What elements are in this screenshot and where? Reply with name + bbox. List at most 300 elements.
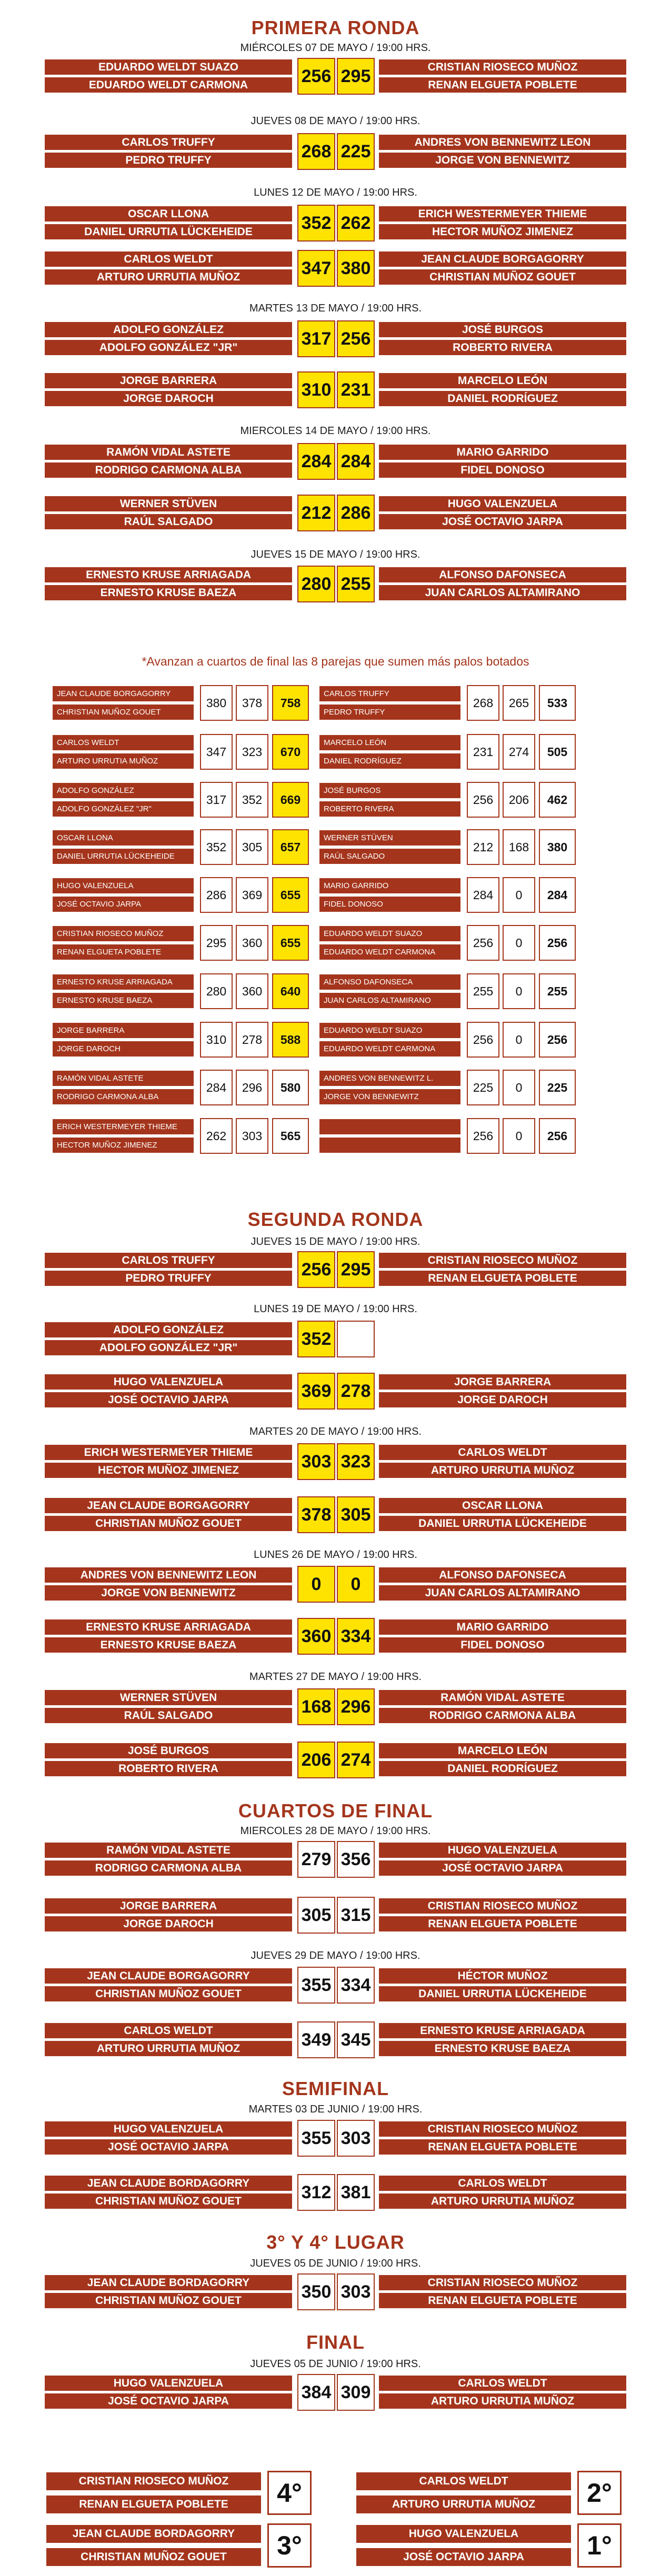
standing-player-1: ALFONSO DAFONSECA [319, 974, 460, 990]
total-score: 640 [272, 973, 309, 1009]
section-title-final: FINAL [306, 2331, 365, 2353]
round-2-score: 206 [503, 782, 535, 818]
standing-player-1: OSCAR LLONA [53, 830, 194, 846]
team-b-player-1: HUGO VALENZUELA [379, 496, 626, 511]
standing-player-1: JEAN CLAUDE BORGAGORRY [53, 686, 194, 701]
round-2-score: 0 [503, 973, 535, 1009]
team-b-score: 380 [337, 250, 375, 287]
match-card [45, 1967, 626, 2004]
round-2-score: 274 [503, 734, 535, 770]
team-b-score: 295 [337, 58, 375, 95]
match-date: MIERCOLES 28 DE MAYO / 19:00 HRS. [240, 1825, 431, 1837]
standing-row [319, 877, 576, 913]
total-score: 657 [272, 829, 309, 865]
round-1-score: 256 [467, 1022, 499, 1058]
round-2-score: 378 [236, 685, 268, 721]
match-date: LUNES 12 DE MAYO / 19:00 HRS. [254, 187, 417, 198]
round-2-score: 168 [503, 829, 535, 865]
standing-player-2: JORGE DAROCH [53, 1041, 194, 1056]
team-b-player-1: MARCELO LEÓN [379, 1743, 626, 1758]
team-a-score: 352 [297, 205, 335, 242]
match-card [45, 320, 626, 357]
team-a-score: 360 [297, 1618, 335, 1655]
match-date: JUEVES 29 DE MAYO / 19:00 HRS. [251, 1950, 420, 1961]
standing-row [53, 1070, 309, 1105]
match-date: JUEVES 15 DE MAYO / 19:00 HRS. [251, 549, 420, 560]
team-a-player-1: HUGO VALENZUELA [45, 2121, 292, 2137]
standing-player-2: CHRISTIAN MUÑOZ GOUET [53, 705, 194, 720]
standing-player-2: JUAN CARLOS ALTAMIRANO [319, 993, 460, 1008]
match-card [45, 133, 626, 170]
team-b-player-2: CHRISTIAN MUÑOZ GOUET [379, 269, 626, 285]
match-card [45, 2174, 626, 2211]
team-b-score: 381 [337, 2174, 375, 2211]
team-a-player-1: ANDRES VON BENNEWITZ LEON [45, 1567, 292, 1583]
match-date: JUEVES 05 DE JUNIO / 19:00 HRS. [250, 2258, 421, 2269]
standing-player-2: EDUARDO WELDT CARMONA [319, 1041, 460, 1056]
team-b-player-2: FIDEL DONOSO [379, 462, 626, 478]
team-b-player-2: ARTURO URRUTIA MUÑOZ [379, 2393, 626, 2409]
team-a-player-2: PEDRO TRUFFY [45, 1271, 292, 1286]
team-a-player-2: ROBERTO RIVERA [45, 1761, 292, 1776]
round-1-score: 286 [200, 877, 233, 913]
standing-player-2: JOSÉ OCTAVIO JARPA [53, 897, 194, 912]
team-a-player-1: WERNER STÜVEN [45, 1690, 292, 1705]
round-2-score: 360 [236, 925, 268, 961]
team-a-score: 305 [297, 1897, 335, 1934]
standing-row [319, 973, 576, 1009]
team-b-player-1: CARLOS WELDT [379, 2376, 626, 2391]
match-card [45, 1742, 626, 1778]
team-b-score: 295 [337, 1251, 375, 1288]
team-b-player-2: JOSÉ OCTAVIO JARPA [379, 514, 626, 529]
team-b-player-2: RODRIGO CARMONA ALBA [379, 1708, 626, 1723]
team-a-player-2: JOSÉ OCTAVIO JARPA [45, 2393, 292, 2409]
team-a-player-2: CHRISTIAN MUÑOZ GOUET [45, 2193, 292, 2209]
match-date: LUNES 19 DE MAYO / 19:00 HRS. [254, 1303, 417, 1315]
podium-player-2: CHRISTIAN MUÑOZ GOUET [46, 2548, 261, 2566]
team-b-score: 305 [337, 1496, 375, 1533]
standing-row [319, 1118, 576, 1154]
standing-player-2: ERNESTO KRUSE BAEZA [53, 993, 194, 1008]
podium-player-2: JOSÉ OCTAVIO JARPA [356, 2548, 571, 2566]
podium-player-2: ARTURO URRUTIA MUÑOZ [356, 2496, 571, 2513]
team-b-score: 256 [337, 320, 375, 357]
standing-player-1: MARIO GARRIDO [319, 878, 460, 893]
podium-player-1: JEAN CLAUDE BORDAGORRY [46, 2525, 261, 2543]
standing-player-2: RENAN ELGUETA POBLETE [53, 944, 194, 960]
match-date: MARTES 13 DE MAYO / 19:00 HRS. [249, 303, 422, 314]
team-a-player-1: JEAN CLAUDE BORDAGORRY [45, 2275, 292, 2290]
standing-player-2: ARTURO URRUTIA MUÑOZ [53, 753, 194, 769]
team-a-player-2: DANIEL URRUTIA LÜCKEHEIDE [45, 224, 292, 239]
team-b-player-1: JEAN CLAUDE BORGAGORRY [379, 251, 626, 267]
team-a-player-1: CARLOS TRUFFY [45, 1253, 292, 1268]
team-a-score: 279 [297, 1841, 335, 1878]
total-score: 284 [539, 877, 576, 913]
team-b-player-1: ALFONSO DAFONSECA [379, 1567, 626, 1583]
round-1-score: 295 [200, 925, 233, 961]
standing-row [53, 877, 309, 913]
team-b-player-2: RENAN ELGUETA POBLETE [379, 2139, 626, 2155]
standing-player-2: FIDEL DONOSO [319, 897, 460, 912]
team-a-score: 347 [297, 250, 335, 287]
standing-player-2: DANIEL URRUTIA LÜCKEHEIDE [53, 849, 194, 864]
standing-row [53, 925, 309, 961]
team-b-score: 296 [337, 1688, 375, 1725]
standing-row [319, 782, 576, 818]
team-b-score: 286 [337, 495, 375, 531]
team-a-score: 303 [297, 1443, 335, 1480]
team-b-player-2: ARTURO URRUTIA MUÑOZ [379, 2193, 626, 2209]
team-a-player-1: HUGO VALENZUELA [45, 1374, 292, 1390]
team-a-player-1: CARLOS WELDT [45, 2023, 292, 2038]
place-badge: 4° [267, 2471, 312, 2515]
round-2-score: 323 [236, 734, 268, 770]
match-card [45, 1321, 626, 1357]
team-a-player-2: CHRISTIAN MUÑOZ GOUET [45, 1986, 292, 2001]
team-a-player-1: ERNESTO KRUSE ARRIAGADA [45, 567, 292, 582]
standing-player-2: PEDRO TRUFFY [319, 705, 460, 720]
round-2-score: 278 [236, 1022, 268, 1058]
round-1-score: 380 [200, 685, 233, 721]
team-b-player-1: CRISTIAN RIOSECO MUÑOZ [379, 1253, 626, 1268]
match-date: MARTES 20 DE MAYO / 19:00 HRS. [249, 1426, 422, 1437]
team-a-player-1: RAMÓN VIDAL ASTETE [45, 1843, 292, 1858]
team-b-score: 334 [337, 1618, 375, 1655]
total-score: 533 [539, 685, 576, 721]
round-2-score: 305 [236, 829, 268, 865]
team-a-score: 206 [297, 1742, 335, 1778]
team-b-player-1: ERICH WESTERMEYER THIEME [379, 206, 626, 222]
team-a-player-1: EDUARDO WELDT SUAZO [45, 59, 292, 75]
team-a-player-1: ADOLFO GONZÁLEZ [45, 1322, 292, 1337]
team-a-player-2: JORGE VON BENNEWITZ [45, 1585, 292, 1601]
team-b-score: 315 [337, 1897, 375, 1934]
round-2-score: 0 [503, 925, 535, 961]
team-b-player-2: ROBERTO RIVERA [379, 340, 626, 355]
team-b-score: 255 [337, 566, 375, 602]
standing-player-2: DANIEL RODRÍGUEZ [319, 753, 460, 769]
team-b-score: 345 [337, 2021, 375, 2058]
team-a-player-2: EDUARDO WELDT CARMONA [45, 77, 292, 93]
team-b-score: 231 [337, 371, 375, 408]
standing-player-1: ERICH WESTERMEYER THIEME [53, 1119, 194, 1134]
team-b-player-2: RENAN ELGUETA POBLETE [379, 1916, 626, 1931]
match-card [45, 1496, 626, 1533]
standing-player-1: WERNER STÜVEN [319, 830, 460, 846]
team-a-score: 268 [297, 133, 335, 170]
team-b-player-1: HUGO VALENZUELA [379, 1843, 626, 1858]
match-card [45, 58, 626, 95]
team-a-player-1: RAMÓN VIDAL ASTETE [45, 445, 292, 460]
standing-row [319, 1022, 576, 1058]
total-score: 462 [539, 782, 576, 818]
round-1-score: 268 [467, 685, 499, 721]
match-card [45, 1566, 626, 1603]
team-a-score: 355 [297, 1967, 335, 2004]
team-b-player-1: CARLOS WELDT [379, 1445, 626, 1460]
team-b-player-1: ERNESTO KRUSE ARRIAGADA [379, 2023, 626, 2038]
team-a-player-1: JORGE BARRERA [45, 373, 292, 388]
team-a-player-2: ARTURO URRUTIA MUÑOZ [45, 2041, 292, 2056]
team-b-player-2: ARTURO URRUTIA MUÑOZ [379, 1463, 626, 1478]
match-date: MARTES 27 DE MAYO / 19:00 HRS. [249, 1671, 422, 1683]
standing-player-2: EDUARDO WELDT CARMONA [319, 944, 460, 960]
team-b-player-1: CRISTIAN RIOSECO MUÑOZ [379, 2275, 626, 2290]
team-b-score: 274 [337, 1742, 375, 1778]
team-b-player-2: RENAN ELGUETA POBLETE [379, 77, 626, 93]
team-b-score: 334 [337, 1967, 375, 2004]
podium-player-1: CARLOS WELDT [356, 2472, 571, 2490]
team-a-score: 352 [297, 1321, 335, 1357]
team-b-player-1: MARIO GARRIDO [379, 445, 626, 460]
round-1-score: 256 [467, 925, 499, 961]
match-card [45, 1688, 626, 1725]
team-a-score: 256 [297, 1251, 335, 1288]
total-score: 565 [272, 1118, 309, 1154]
team-a-score: 310 [297, 371, 335, 408]
team-b-player-2: DANIEL URRUTIA LÜCKEHEIDE [379, 1986, 626, 2001]
standing-player-1 [319, 1119, 460, 1134]
team-a-player-1: ERNESTO KRUSE ARRIAGADA [45, 1619, 292, 1635]
total-score: 655 [272, 877, 309, 913]
team-b-player-1: HÉCTOR MUÑOZ [379, 1968, 626, 1984]
team-a-player-1: JEAN CLAUDE BORGAGORRY [45, 1498, 292, 1513]
total-score: 588 [272, 1022, 309, 1058]
standing-player-1: EDUARDO WELDT SUAZO [319, 1023, 460, 1038]
match-card [45, 1897, 626, 1934]
round-1-score: 231 [467, 734, 499, 770]
team-a-player-1: OSCAR LLONA [45, 206, 292, 222]
team-b-player-1: ALFONSO DAFONSECA [379, 567, 626, 582]
standing-player-1: CARLOS WELDT [53, 735, 194, 750]
team-b-player-2: JORGE VON BENNEWITZ [379, 153, 626, 168]
standing-row [319, 734, 576, 770]
standing-player-2: RODRIGO CARMONA ALBA [53, 1089, 194, 1104]
team-b-player-2: DANIEL RODRÍGUEZ [379, 1761, 626, 1776]
team-b-player-1: MARCELO LEÓN [379, 373, 626, 388]
round-1-score: 255 [467, 973, 499, 1009]
standing-row [53, 782, 309, 818]
section-title-third-place: 3° Y 4° LUGAR [266, 2231, 405, 2253]
total-score: 580 [272, 1070, 309, 1105]
team-a-score: 349 [297, 2021, 335, 2058]
section-title-semifinal: SEMIFINAL [282, 2078, 389, 2099]
round-1-score: 284 [467, 877, 499, 913]
round-1-score: 347 [200, 734, 233, 770]
standing-player-1: ANDRES VON BENNEWITZ L. [319, 1071, 460, 1086]
place-badge: 2° [577, 2471, 622, 2515]
team-a-player-2: PEDRO TRUFFY [45, 153, 292, 168]
team-a-player-2: JORGE DAROCH [45, 1916, 292, 1931]
team-b-player-2: JUAN CARLOS ALTAMIRANO [379, 1585, 626, 1601]
team-b-player-2: FIDEL DONOSO [379, 1637, 626, 1653]
team-b-player-2: DANIEL URRUTIA LÜCKEHEIDE [379, 1516, 626, 1531]
team-a-score: 168 [297, 1688, 335, 1725]
standing-player-2 [319, 1138, 460, 1153]
standing-player-2: RAÚL SALGADO [319, 849, 460, 864]
team-b-score: 356 [337, 1841, 375, 1878]
team-b-score: 262 [337, 205, 375, 242]
team-a-player-1: WERNER STÜVEN [45, 496, 292, 511]
round-2-score: 0 [503, 877, 535, 913]
match-date: LUNES 26 DE MAYO / 19:00 HRS. [254, 1549, 417, 1561]
standing-row [319, 1070, 576, 1105]
match-date: JUEVES 05 DE JUNIO / 19:00 HRS. [250, 2358, 421, 2370]
team-a-score: 317 [297, 320, 335, 357]
round-2-score: 360 [236, 973, 268, 1009]
team-a-score: 284 [297, 443, 335, 480]
round-2-score: 0 [503, 1070, 535, 1105]
total-score: 256 [539, 1022, 576, 1058]
team-b-player-1: RAMÓN VIDAL ASTETE [379, 1690, 626, 1705]
standing-player-1: ADOLFO GONZÁLEZ [53, 783, 194, 798]
total-score: 655 [272, 925, 309, 961]
match-card [45, 1443, 626, 1480]
match-card [45, 1841, 626, 1878]
team-a-player-2: HECTOR MUÑOZ JIMENEZ [45, 1463, 292, 1478]
team-a-player-1: JORGE BARRERA [45, 1898, 292, 1914]
team-a-player-1: CARLOS TRUFFY [45, 135, 292, 150]
round-1-score: 256 [467, 1118, 499, 1154]
match-date: JUEVES 15 DE MAYO / 19:00 HRS. [251, 1236, 420, 1247]
team-a-score: 0 [297, 1566, 335, 1603]
team-b-player-1: JORGE BARRERA [379, 1374, 626, 1390]
standing-player-2: ADOLFO GONZÁLEZ "JR" [53, 801, 194, 817]
standing-row [53, 1022, 309, 1058]
standing-player-1: EDUARDO WELDT SUAZO [319, 926, 460, 941]
team-a-player-2: ADOLFO GONZÁLEZ "JR" [45, 1340, 292, 1355]
round-2-score: 369 [236, 877, 268, 913]
team-a-player-2: CHRISTIAN MUÑOZ GOUET [45, 2293, 292, 2308]
standing-player-1: CARLOS TRUFFY [319, 686, 460, 701]
standing-row [319, 829, 576, 865]
standing-player-2: HECTOR MUÑOZ JIMENEZ [53, 1138, 194, 1153]
team-a-player-2: RODRIGO CARMONA ALBA [45, 462, 292, 478]
team-a-score: 378 [297, 1496, 335, 1533]
standing-player-2: ROBERTO RIVERA [319, 801, 460, 817]
round-1-score: 256 [467, 782, 499, 818]
team-a-player-2: ADOLFO GONZÁLEZ "JR" [45, 340, 292, 355]
match-card [45, 2273, 626, 2310]
place-badge: 3° [267, 2523, 312, 2568]
standing-row [319, 685, 576, 721]
team-b-score: 0 [337, 1566, 375, 1603]
standing-player-1: JORGE BARRERA [53, 1023, 194, 1038]
standing-player-1: HUGO VALENZUELA [53, 878, 194, 893]
match-card [45, 2021, 626, 2058]
podium-player-1: CRISTIAN RIOSECO MUÑOZ [46, 2472, 261, 2490]
team-a-score: 312 [297, 2174, 335, 2211]
match-date: MARTES 03 DE JUNIO / 19:00 HRS. [248, 2104, 423, 2115]
match-card [45, 2374, 626, 2411]
match-card [45, 371, 626, 408]
match-card [45, 1251, 626, 1288]
podium-player-2: RENAN ELGUETA POBLETE [46, 2496, 261, 2513]
team-a-score: 384 [297, 2374, 335, 2411]
team-b-player-1: CRISTIAN RIOSECO MUÑOZ [379, 1898, 626, 1914]
standing-row [53, 973, 309, 1009]
round-1-score: 262 [200, 1118, 233, 1154]
round-1-score: 317 [200, 782, 233, 818]
team-b-player-2: RENAN ELGUETA POBLETE [379, 2293, 626, 2308]
match-card [45, 1618, 626, 1655]
match-card [45, 495, 626, 531]
team-b-player-1: JOSÉ BURGOS [379, 322, 626, 337]
standing-row [53, 829, 309, 865]
podium-player-1: HUGO VALENZUELA [356, 2525, 571, 2543]
team-b-player-1: CRISTIAN RIOSECO MUÑOZ [379, 2121, 626, 2137]
team-a-player-2: ERNESTO KRUSE BAEZA [45, 585, 292, 600]
team-b-player-2: JUAN CARLOS ALTAMIRANO [379, 585, 626, 600]
team-a-player-2: ARTURO URRUTIA MUÑOZ [45, 269, 292, 285]
round-2-score: 352 [236, 782, 268, 818]
team-b-player-1: MARIO GARRIDO [379, 1619, 626, 1635]
total-score: 256 [539, 1118, 576, 1154]
match-card [45, 250, 626, 287]
team-a-score: 350 [297, 2273, 335, 2310]
standing-row [53, 685, 309, 721]
team-a-player-1: ADOLFO GONZÁLEZ [45, 322, 292, 337]
standing-player-1: CRISTIAN RIOSECO MUÑOZ [53, 926, 194, 941]
team-b-player-2: JORGE DAROCH [379, 1392, 626, 1407]
team-a-score: 256 [297, 58, 335, 95]
team-a-score: 280 [297, 566, 335, 602]
total-score: 255 [539, 973, 576, 1009]
round-2-score: 303 [236, 1118, 268, 1154]
standing-row [319, 925, 576, 961]
section-title-primera-ronda: PRIMERA RONDA [251, 17, 420, 38]
standing-player-1: RAMÓN VIDAL ASTETE [53, 1071, 194, 1086]
round-2-score: 0 [503, 1118, 535, 1154]
team-a-player-1: JOSÉ BURGOS [45, 1743, 292, 1758]
team-b-score: 323 [337, 1443, 375, 1480]
round-2-score: 265 [503, 685, 535, 721]
team-b-player-1: CARLOS WELDT [379, 2176, 626, 2191]
team-a-player-2: JOSÉ OCTAVIO JARPA [45, 2139, 292, 2155]
round-1-score: 310 [200, 1022, 233, 1058]
total-score: 505 [539, 734, 576, 770]
team-a-player-2: JORGE DAROCH [45, 391, 292, 406]
team-a-player-1: HUGO VALENZUELA [45, 2376, 292, 2391]
team-a-score: 369 [297, 1373, 335, 1410]
qualification-note: *Avanzan a cuartos de final las 8 parejas que sumen más palos botados [142, 655, 529, 668]
section-title-cuartos-de-final: CUARTOS DE FINAL [238, 1800, 433, 1822]
round-1-score: 212 [467, 829, 499, 865]
team-a-score: 212 [297, 495, 335, 531]
total-score: 225 [539, 1070, 576, 1105]
team-b-score: 309 [337, 2374, 375, 2411]
team-a-player-2: RODRIGO CARMONA ALBA [45, 1860, 292, 1876]
team-b-player-2: HECTOR MUÑOZ JIMENEZ [379, 224, 626, 239]
standing-player-1: MARCELO LEÓN [319, 735, 460, 750]
team-b-score: 284 [337, 443, 375, 480]
team-a-player-1: JEAN CLAUDE BORGAGORRY [45, 1968, 292, 1984]
total-score: 669 [272, 782, 309, 818]
team-b-player-2: RENAN ELGUETA POBLETE [379, 1271, 626, 1286]
match-card [45, 566, 626, 602]
match-card [45, 1373, 626, 1410]
team-a-player-1: CARLOS WELDT [45, 251, 292, 267]
match-card [45, 443, 626, 480]
standing-row [53, 1118, 309, 1154]
match-date: MIERCOLES 14 DE MAYO / 19:00 HRS. [240, 425, 431, 437]
team-a-player-2: JOSÉ OCTAVIO JARPA [45, 1392, 292, 1407]
team-a-player-1: JEAN CLAUDE BORDAGORRY [45, 2176, 292, 2191]
team-a-player-2: RAÚL SALGADO [45, 514, 292, 529]
team-b-player-1: ANDRES VON BENNEWITZ LEON [379, 135, 626, 150]
